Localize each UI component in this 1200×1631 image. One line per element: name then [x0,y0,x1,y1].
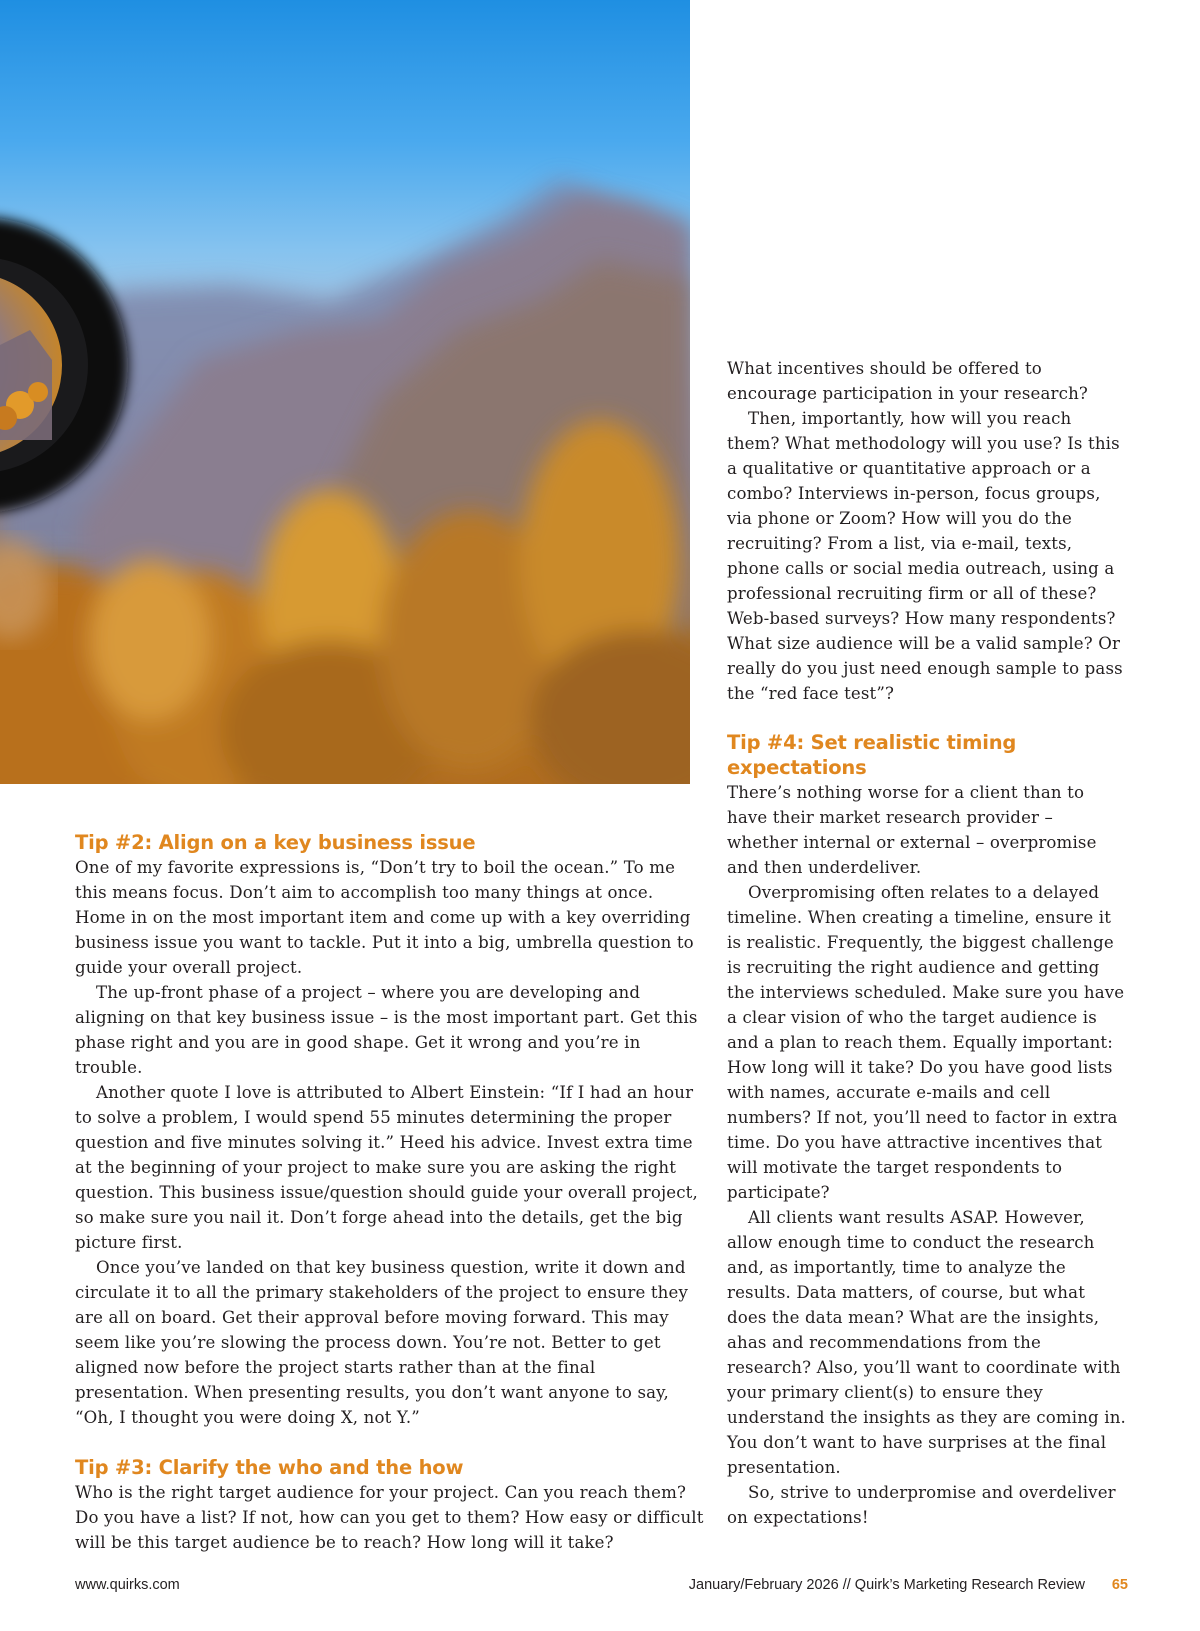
tip4-heading: Tip #4: Set realistic timing expectations [727,731,1017,779]
tip4-paragraph-4: So, strive to underpromise and overdeliver on expectations! [727,1483,1116,1527]
tip2-paragraph-1: One of my favorite expressions is, “Don’t try to boil the ocean.” To me this means focus. Don’t aim to accomplish too many things at once. Home in on the most important item and come up with a key overriding business issue you want to tackle. Put it into a big, umbrella question to guide your overall project. [75,858,694,977]
tip2-paragraph-2: The up-front phase of a project – where you are developing and aligning on that key business issue – is the most important part. Get this phase right and you are in good shape. Get it wrong and you’re in trouble. [75,983,698,1077]
footer-issue-label: January/February 2026 // Quirk’s Marketing Research Review [688,1577,1085,1593]
left-text-column [75,830,705,1555]
footer-url-link[interactable]: www.quirks.com [75,1577,180,1593]
right-text-column [727,356,1127,1530]
page-number: 65 [1111,1577,1128,1593]
tip4-paragraph-1: There’s nothing worse for a client than to have their market research provider – whether internal or external – overpromise and then underdeliver. [727,783,1097,877]
tip2-heading: Tip #2: Align on a key business issue [75,831,476,854]
tip3-paragraph-2: Then, importantly, how will you reach them? What methodology will you use? Is this a qualitative or quantitative approach or a combo? Interviews in-person, focus groups, via phone or Zoom? How will you do the recruiting? From a list, via e-mail, texts, phone calls or social media outreach, using a professional recruiting firm or all of these? Web-based surveys? How many respondents? What size audience will be a valid sample? Or really do you just need enough sample to pass the “red face test”? [727,409,1123,703]
tip4-paragraph-2: Overpromising often relates to a delayed timeline. When creating a timeline, ensure it is realistic. Frequently, the biggest challenge is recruiting the right audience and getting the interviews scheduled. Make sure you have a clear vision of who the target audience is and a plan to reach them. Equally important: How long will it take? Do you have good lists with names, accurate e-mails and cell numbers? If not, you’ll need to factor in extra time. Do you have attractive incentives that will motivate the target respondents to participate? [727,883,1125,1202]
mountain-landscape-illustration [0,0,690,784]
tip3-heading: Tip #3: Clarify the who and the how [75,1456,464,1479]
tip2-paragraph-3: Another quote I love is attributed to Albert Einstein: “If I had an hour to solve a problem, I would spend 55 minutes determining the proper question and five minutes solving it.” Heed his advice. Invest extra time at the beginning of your project to make sure you are asking the right question. This business issue/question should guide your overall project, so make sure you nail it. Don’t forge ahead into the details, get the big picture first. [75,1083,698,1252]
tip3-paragraph-1: Who is the right target audience for your project. Can you reach them? Do you have a list? If not, how can you get to them? How easy or difficult will be this target audience be to reach? How long will it take? [75,1483,704,1552]
article-hero-image [0,0,690,784]
tip3-continued-paragraph: What incentives should be offered to encourage participation in your research? [727,359,1088,403]
tip2-paragraph-4: Once you’ve landed on that key business question, write it down and circulate it to all the primary stakeholders of the project to ensure they are all on board. Get their approval before moving forward. This may seem like you’re slowing the process down. You’re not. Better to get aligned now before the project starts rather than at the final presentation. When presenting results, you don’t want anyone to say, “Oh, I thought you were doing X, not Y.” [75,1258,688,1427]
tip4-paragraph-3: All clients want results ASAP. However, allow enough time to conduct the research and, as importantly, time to analyze the results. Data matters, of course, but what does the data mean? What are the insights, ahas and recommendations from the research? Also, you’ll want to coordinate with your primary client(s) to ensure they understand the insights as they are coming in. You don’t want to have surprises at the final presentation. [727,1208,1126,1477]
page-footer [0,1577,1200,1599]
